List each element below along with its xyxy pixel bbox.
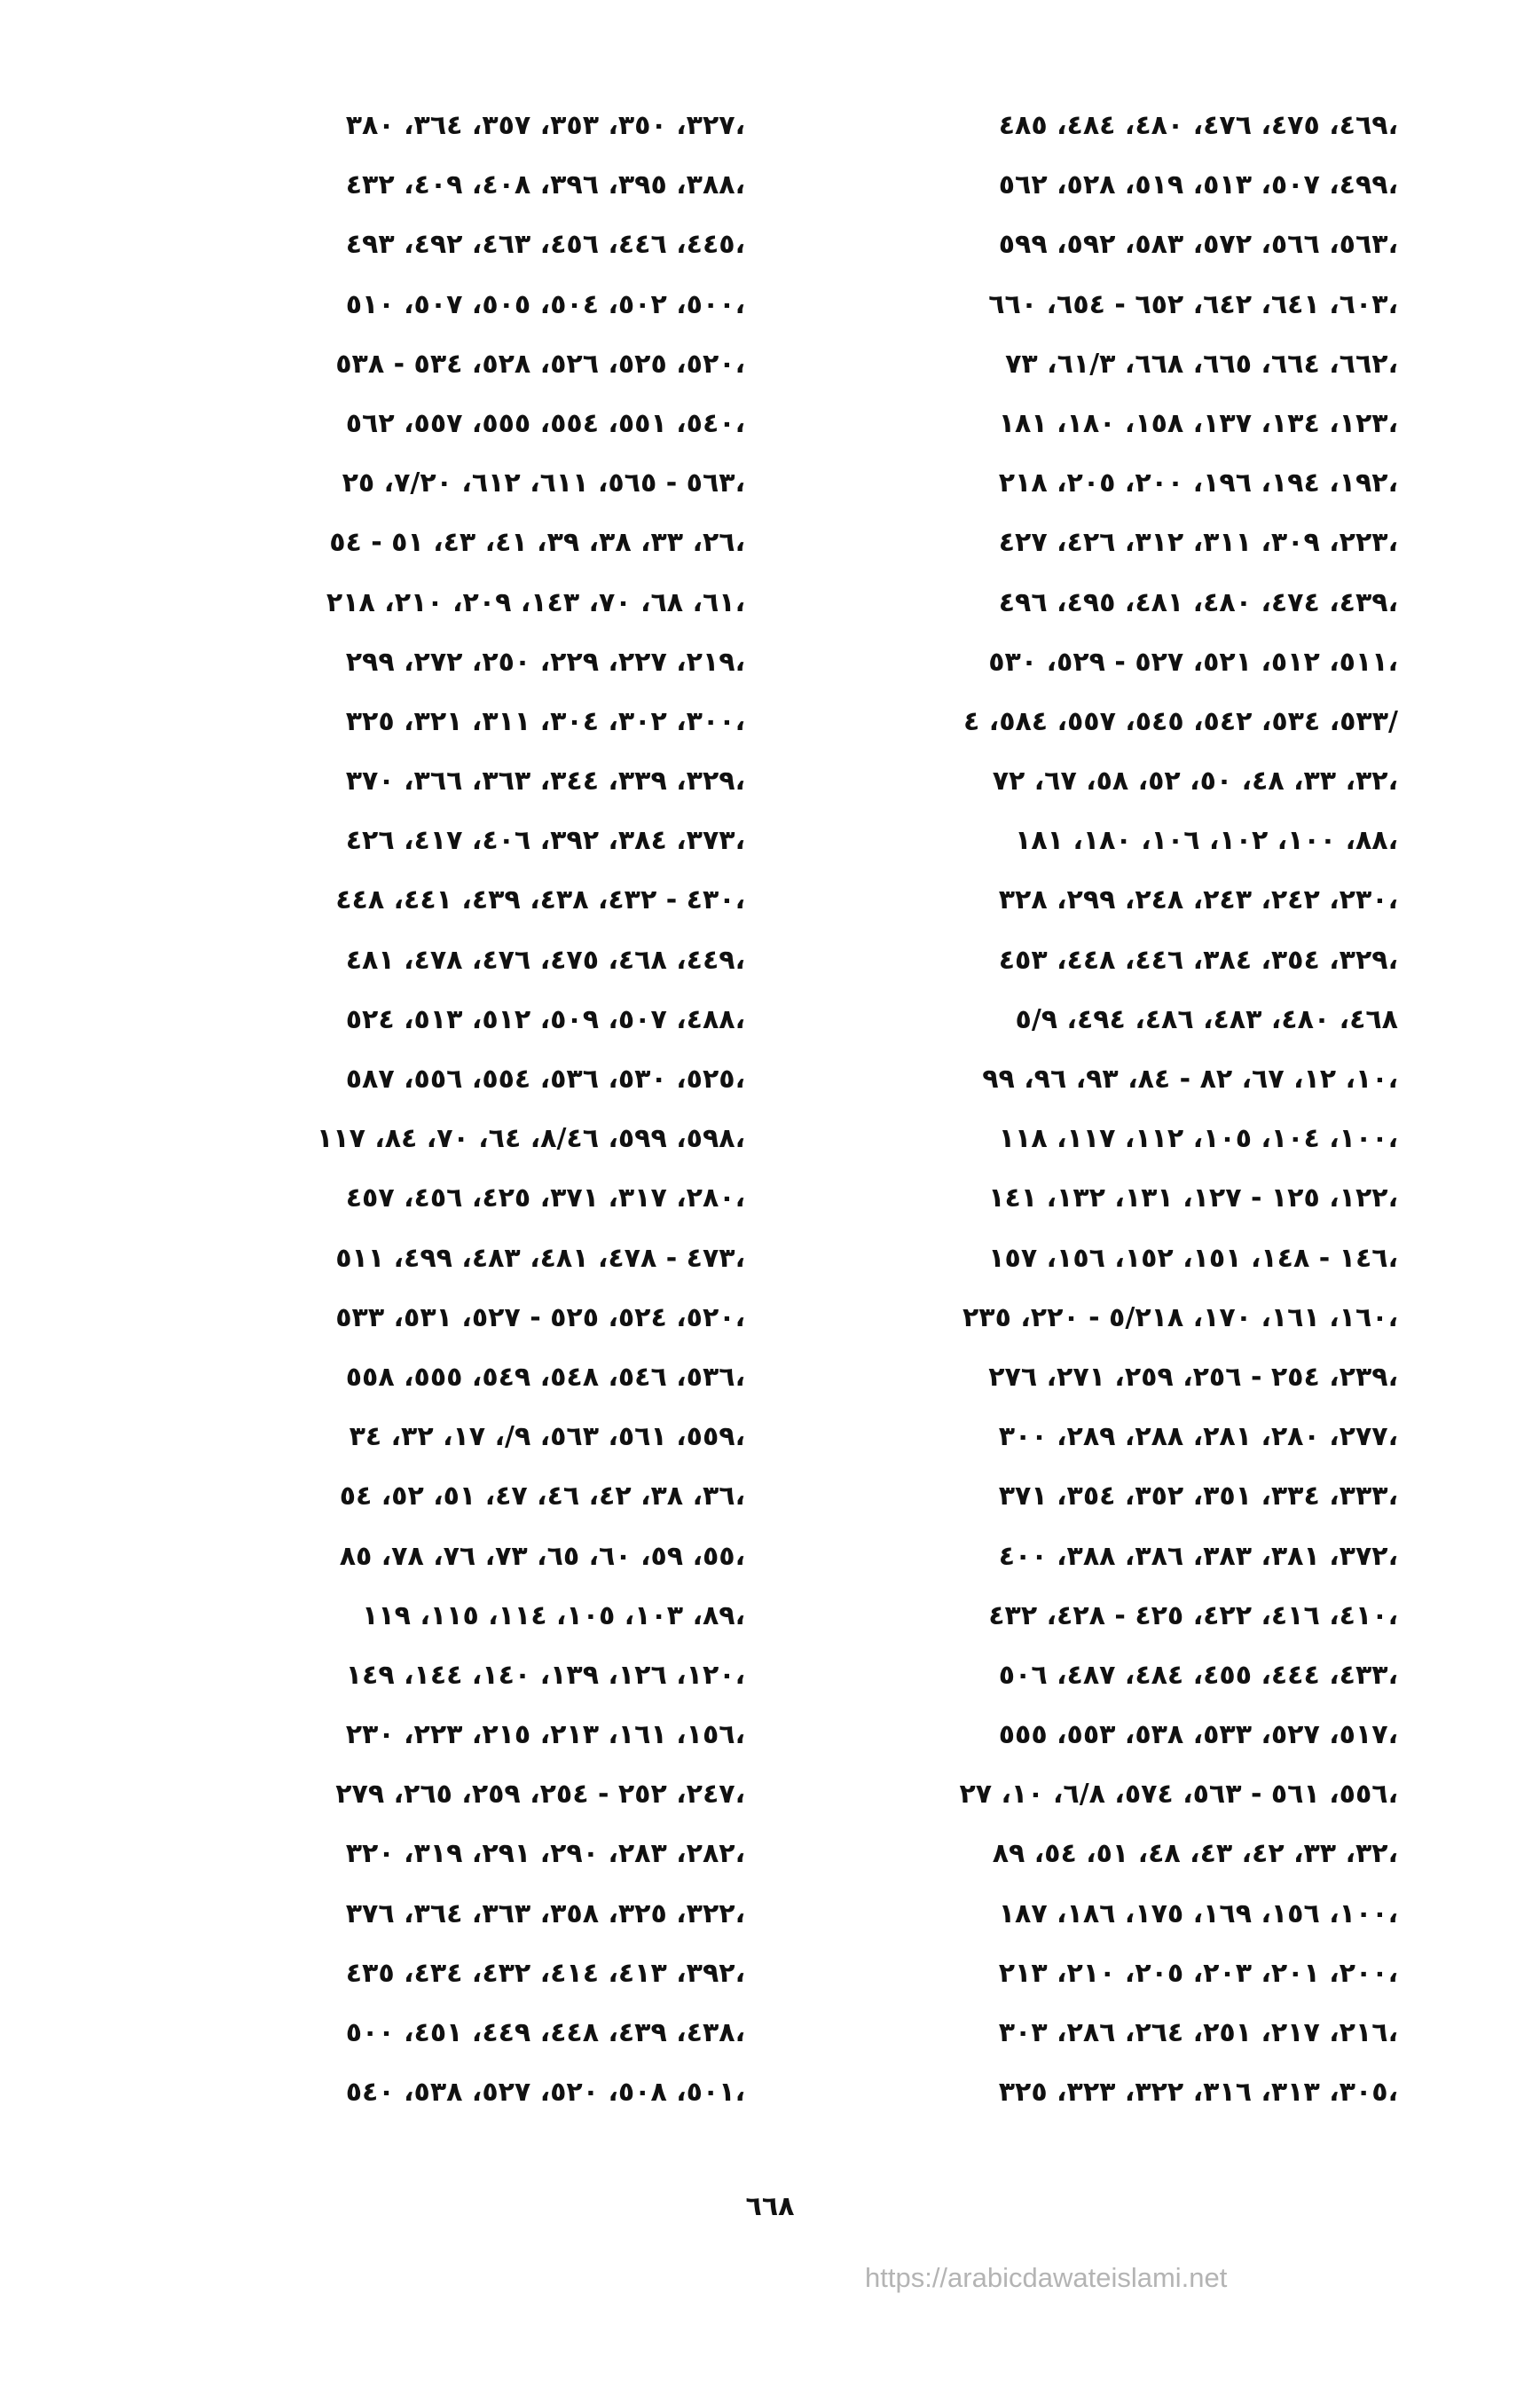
- index-line: ٤٦٨، ٤٨٠، ٤٨٣، ٤٨٦، ٤٩٤، ٥/٩: [1015, 1003, 1398, 1035]
- index-line: ٣٣٣، ٣٣٤، ٣٥١، ٣٥٢، ٣٥٤، ٣٧١،: [998, 1481, 1398, 1512]
- index-line: ٣٠٠، ٣٠٢، ٣٠٤، ٣١١، ٣٢١، ٣٢٥،: [345, 705, 745, 737]
- index-line: ٤٨٨، ٥٠٧، ٥٠٩، ٥١٢، ٥١٣، ٥٢٤،: [345, 1003, 745, 1035]
- index-line: ٢١٦، ٢١٧، ٢٥١، ٢٦٤، ٢٨٦، ٣٠٣،: [998, 2017, 1398, 2048]
- index-line: ٣٢٧، ٣٥٠، ٣٥٣، ٣٥٧، ٣٦٤، ٣٨٠،: [345, 110, 745, 141]
- index-line: ١٢٢، ١٢٥ - ١٢٧، ١٣١، ١٣٢، ١٤١،: [988, 1182, 1398, 1214]
- index-line: ٤٤٩، ٤٦٨، ٤٧٥، ٤٧٦، ٤٧٨، ٤٨١،: [345, 944, 745, 976]
- index-line: ٥٥٦، ٥٦١ - ٥٦٣، ٥٧٤، ٦/٨، ١٠، ٢٧،: [959, 1779, 1398, 1811]
- index-line: ٨٨، ١٠٠، ١٠٢، ١٠٦، ١٨٠، ١٨١،: [1015, 825, 1398, 857]
- index-line: ٣٢، ٣٣، ٤٢، ٤٣، ٤٨، ٥١، ٥٤، ٨٩،: [992, 1838, 1398, 1870]
- index-line: ٣٠٥، ٣١٣، ٣١٦، ٣٢٢، ٣٢٣، ٣٢٥،: [998, 2077, 1398, 2109]
- index-line: ٢٤٧، ٢٥٢ - ٢٥٤، ٢٥٩، ٢٦٥، ٢٧٩،: [335, 1779, 745, 1811]
- index-line: ٦٦٢، ٦٦٤، ٦٦٥، ٦٦٨، ٦١/٣، ٧٣،: [1005, 348, 1398, 380]
- index-line: ٥٣٦، ٥٤٦، ٥٤٨، ٥٤٩، ٥٥٥، ٥٥٨،: [345, 1361, 745, 1393]
- index-line: ٥٦٣، ٥٦٦، ٥٧٢، ٥٨٣، ٥٩٢، ٥٩٩،: [998, 229, 1398, 261]
- index-line: ٤٦٩، ٤٧٥، ٤٧٦، ٤٨٠، ٤٨٤، ٤٨٥،: [998, 110, 1398, 141]
- index-line: ٥٢٠، ٥٢٥، ٥٢٦، ٥٢٨، ٥٣٤ - ٥٣٨،: [335, 348, 745, 380]
- index-line: ٤٣٨، ٤٣٩، ٤٤٨، ٤٤٩، ٤٥١، ٥٠٠،: [345, 2017, 745, 2048]
- index-line: ٤٣٠ - ٤٣٢، ٤٣٨، ٤٣٩، ٤٤١، ٤٤٨،: [335, 884, 745, 916]
- index-line: ٣٨٨، ٣٩٥، ٣٩٦، ٤٠٨، ٤٠٩، ٤٣٢،: [345, 169, 745, 201]
- index-line: ١٢٠، ١٢٦، ١٣٩، ١٤٠، ١٤٤، ١٤٩،: [345, 1659, 745, 1691]
- index-line: ٦١، ٦٨، ٧٠، ١٤٣، ٢٠٩، ٢١٠، ٢١٨،: [326, 586, 745, 618]
- index-line: ٥٠٠، ٥٠٢، ٥٠٤، ٥٠٥، ٥٠٧، ٥١٠،: [345, 288, 745, 320]
- index-line: ٢١٩، ٢٢٧، ٢٢٩، ٢٥٠، ٢٧٢، ٢٩٩،: [345, 646, 745, 678]
- index-line: ٣٦، ٣٨، ٤٢، ٤٦، ٤٧، ٥١، ٥٢، ٥٤،: [339, 1481, 745, 1512]
- index-line: ٢٦، ٣٣، ٣٨، ٣٩، ٤١، ٤٣، ٥١ - ٥٤،: [329, 527, 745, 559]
- index-line: ٤٣٩، ٤٧٤، ٤٨٠، ٤٨١، ٤٩٥، ٤٩٦،: [998, 586, 1398, 618]
- index-line: ٣٢٩، ٣٥٤، ٣٨٤، ٤٤٦، ٤٤٨، ٤٥٣،: [998, 944, 1398, 976]
- index-line: ١٥٦، ١٦١، ٢١٣، ٢١٥، ٢٢٣، ٢٣٠،: [345, 1719, 745, 1751]
- index-line: ١٠٠، ١٥٦، ١٦٩، ١٧٥، ١٨٦، ١٨٧،: [998, 1897, 1398, 1929]
- index-line: ١٤٦ - ١٤٨، ١٥١، ١٥٢، ١٥٦، ١٥٧،: [988, 1242, 1398, 1274]
- index-line: ٢٨٢، ٢٨٣، ٢٩٠، ٢٩١، ٣١٩، ٣٢٠،: [345, 1838, 745, 1870]
- index-line: ٢٧٧، ٢٨٠، ٢٨١، ٢٨٨، ٢٨٩، ٣٠٠،: [998, 1421, 1398, 1453]
- index-line: ٥١٧، ٥٢٧، ٥٣٣، ٥٣٨، ٥٥٣، ٥٥٥،: [998, 1719, 1398, 1751]
- index-line: ٤١٠، ٤١٦، ٤٢٢، ٤٢٥ - ٤٢٨، ٤٣٢،: [988, 1599, 1398, 1631]
- index-line: ٤٧٣ - ٤٧٨، ٤٨١، ٤٨٣، ٤٩٩، ٥١١،: [335, 1242, 745, 1274]
- index-line: ٥٢٠، ٥٢٤، ٥٢٥ - ٥٢٧، ٥٣١، ٥٣٣،: [335, 1301, 745, 1333]
- index-line: ٥٢٥، ٥٣٠، ٥٣٦، ٥٥٤، ٥٥٦، ٥٨٧،: [345, 1064, 745, 1095]
- index-line: ٣٧٢، ٣٨١، ٣٨٣، ٣٨٦، ٣٨٨، ٤٠٠،: [998, 1540, 1398, 1572]
- index-line: ٤٤٥، ٤٤٦، ٤٥٦، ٤٦٣، ٤٩٢، ٤٩٣،: [345, 229, 745, 261]
- index-line: ٢٠٠، ٢٠١، ٢٠٣، ٢٠٥، ٢١٠، ٢١٣،: [998, 1957, 1398, 1989]
- index-line: ١٩٢، ١٩٤، ١٩٦، ٢٠٠، ٢٠٥، ٢١٨،: [998, 467, 1398, 499]
- index-line: ٢٢٣، ٣٠٩، ٣١١، ٣١٢، ٤٢٦، ٤٢٧،: [998, 527, 1398, 559]
- index-line: ٥٣٣، ٥٣٤، ٥٤٢، ٥٤٥، ٥٥٧، ٥٨٤، ٤/: [963, 705, 1398, 737]
- index-line: ١٠، ١٢، ٦٧، ٨٢ - ٨٤، ٩٣، ٩٦، ٩٩،: [982, 1064, 1398, 1095]
- index-column-right: [834, 96, 1398, 2122]
- index-line: ٣٢٩، ٣٣٩، ٣٤٤، ٣٦٣، ٣٦٦، ٣٧٠،: [345, 766, 745, 797]
- index-line: ٣٢، ٣٣، ٤٨، ٥٠، ٥٢، ٥٨، ٦٧، ٧٢،: [992, 766, 1398, 797]
- page-number: ٦٦٨: [745, 2191, 795, 2222]
- index-line: ١٠٠، ١٠٤، ١٠٥، ١١٢، ١١٧، ١١٨،: [998, 1123, 1398, 1155]
- index-line: ٤٩٩، ٥٠٧، ٥١٣، ٥١٩، ٥٢٨، ٥٦٢،: [998, 169, 1398, 201]
- index-line: ١٢٣، ١٣٤، ١٣٧، ١٥٨، ١٨٠، ١٨١،: [998, 407, 1398, 439]
- index-line: ٥٥، ٥٩، ٦٠، ٦٥، ٧٣، ٧٦، ٧٨، ٨٥،: [339, 1540, 745, 1572]
- index-line: ٣٢٢، ٣٢٥، ٣٥٨، ٣٦٣، ٣٦٤، ٣٧٦،: [345, 1897, 745, 1929]
- index-line: ٥٥٩، ٥٦١، ٥٦٣، ٩/، ١٧، ٣٢، ٣٤،: [349, 1421, 745, 1453]
- index-line: ٢٣٠، ٢٤٢، ٢٤٣، ٢٤٨، ٢٩٩، ٣٢٨،: [998, 884, 1398, 916]
- index-line: ٥٦٣ - ٥٦٥، ٦١١، ٦١٢، ٧/٢٠، ٢٥،: [342, 467, 745, 499]
- index-line: ٨٩، ١٠٣، ١٠٥، ١١٤، ١١٥، ١١٩،: [362, 1599, 745, 1631]
- index-line: ٦٠٣، ٦٤١، ٦٤٢، ٦٥٢ - ٦٥٤، ٦٦٠،: [988, 288, 1398, 320]
- index-line: ٢٨٠، ٣١٧، ٣٧١، ٤٢٥، ٤٥٦، ٤٥٧،: [345, 1182, 745, 1214]
- index-line: ٥٩٨، ٥٩٩، ٨/٤٦، ٦٤، ٧٠، ٨٤، ١١٧،: [316, 1123, 745, 1155]
- index-line: ٥٤٠، ٥٥١، ٥٥٤، ٥٥٥، ٥٥٧، ٥٦٢،: [345, 407, 745, 439]
- index-line: ١٦٠، ١٦١، ١٧٠، ٥/٢١٨ - ٢٢٠، ٢٣٥،: [962, 1301, 1398, 1333]
- index-line: ٢٣٩، ٢٥٤ - ٢٥٦، ٢٥٩، ٢٧١، ٢٧٦،: [988, 1361, 1398, 1393]
- index-line: ٣٧٣، ٣٨٤، ٣٩٢، ٤٠٦، ٤١٧، ٤٢٦،: [345, 825, 745, 857]
- index-line: ٣٩٢، ٤١٣، ٤١٤، ٤٣٢، ٤٣٤، ٤٣٥،: [345, 1957, 745, 1989]
- watermark-url: https://arabicdawateislami.net: [865, 2262, 1228, 2293]
- index-column-left: [169, 96, 745, 2122]
- index-line: ٥١١، ٥١٢، ٥٢١، ٥٢٧ - ٥٢٩، ٥٣٠،: [988, 646, 1398, 678]
- index-line: ٥٠١، ٥٠٨، ٥٢٠، ٥٢٧، ٥٣٨، ٥٤٠،: [345, 2077, 745, 2109]
- index-line: ٤٣٣، ٤٤٤، ٤٥٥، ٤٨٤، ٤٨٧، ٥٠٦،: [998, 1659, 1398, 1691]
